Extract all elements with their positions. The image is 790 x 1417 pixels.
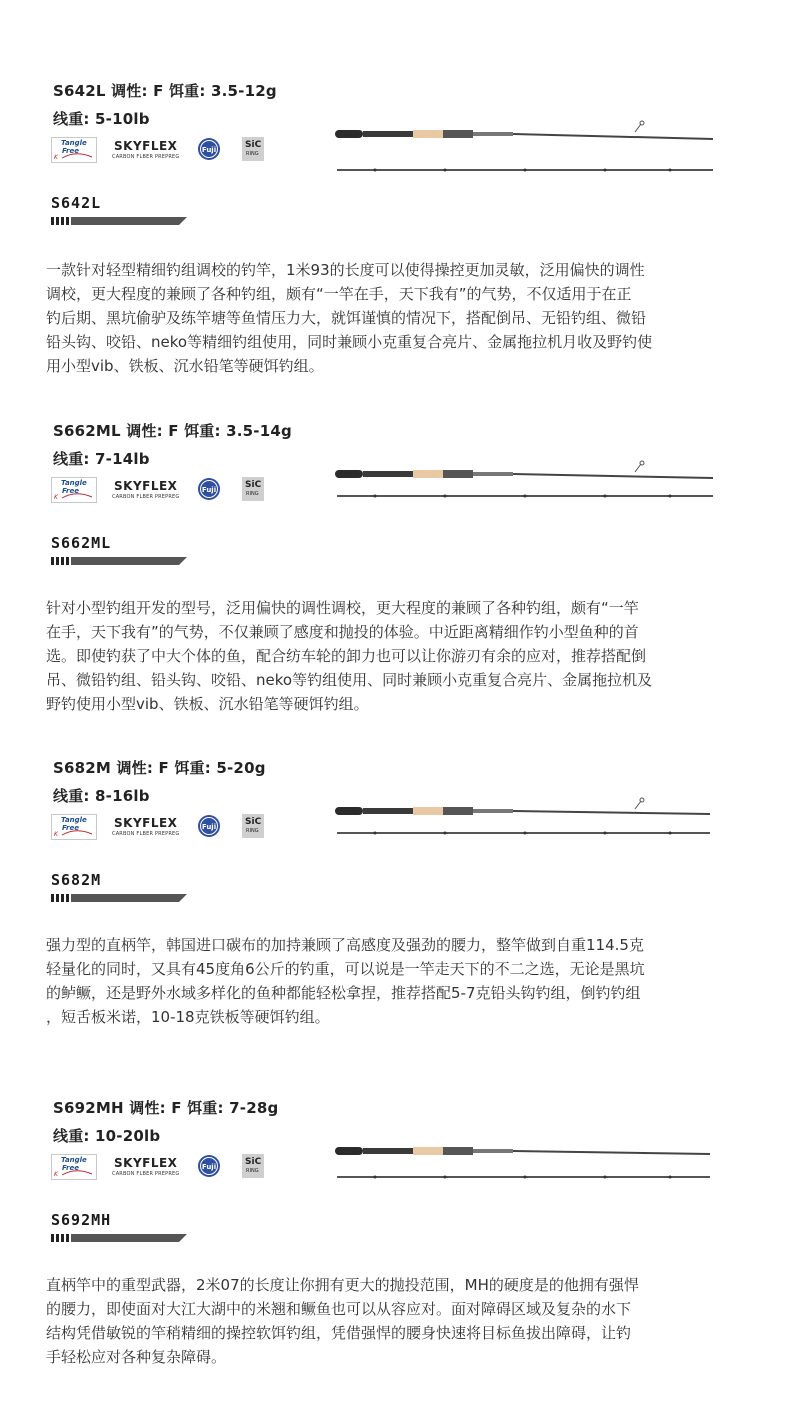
skyflex-logo: SKYFLEX CARBON FLBER PREPREG xyxy=(112,139,180,160)
product-section-s642l xyxy=(0,80,790,380)
spec-line-1: S682M 调性: F 饵重: 5-20g xyxy=(53,759,266,777)
feature-logos xyxy=(51,137,281,163)
tangle-free-logo: Tangle Free K xyxy=(51,1154,97,1180)
spec-line-1: S642L 调性: F 饵重: 3.5-12g xyxy=(53,82,277,100)
tangle-free-logo: Tangle Free K xyxy=(51,477,97,503)
rod-illustration xyxy=(335,120,715,180)
feature-logos xyxy=(51,1154,281,1180)
fuji-logo xyxy=(197,814,221,838)
model-tag-bar xyxy=(51,217,187,225)
spec-line-1: S662ML 调性: F 饵重: 3.5-14g xyxy=(53,422,292,440)
product-description: 针对小型钓组开发的型号，泛用偏快的调性调校，更大程度的兼顾了各种钓组，颇有“一竿 在手，天下我有”的气势，不仅兼顾了感度和抛投的体验。中近距离精细作钓小型鱼种的首 选。即使钓获了中大个体的鱼，配合纺车轮的卸力也可以让你游刃有余的应对，推荐搭配倒 吊、微铅钓组、铅头钩、咬铅、neko等钓组使用、同时兼顾小克重复合亮片、金属拖拉机及 野钓使用小型vib、铁板、沉水铅笔等硬饵钓组。 xyxy=(46,599,653,713)
svg-text:Fuji: Fuji xyxy=(201,486,217,494)
model-tag: S642L xyxy=(51,194,102,212)
tangle-free-logo: Tangle Free K xyxy=(51,137,97,163)
svg-text:Fuji: Fuji xyxy=(201,146,217,154)
svg-text:Fuji: Fuji xyxy=(201,1163,217,1171)
product-section-s692mh xyxy=(0,1097,790,1397)
product-description: 强力型的直柄竿，韩国进口碳布的加持兼顾了高感度及强劲的腰力，整竿做到自重114.5克 轻量化的同时，又具有45度角6公斤的钓重，可以说是一竿走天下的不二之选，无论是黑坑 的鲈鳜，还是野外水域多样化的鱼种都能轻松拿捏，推荐搭配5-7克铅头钩钓组，倒钓钓组 ，短舌板米诺，10-18克铁板等硬饵钓组。 xyxy=(46,936,645,1026)
sic-ring-logo: SiC RING xyxy=(242,1154,264,1178)
model-tag: S682M xyxy=(51,871,102,889)
fuji-logo xyxy=(197,137,221,161)
spec-line-2: 线重: 7-14lb xyxy=(53,450,150,468)
skyflex-logo: SKYFLEX CARBON FLBER PREPREG xyxy=(112,479,180,500)
sic-ring-logo: SiC RING xyxy=(242,137,264,161)
product-description: 直柄竿中的重型武器，2米07的长度让你拥有更大的抛投范围，MH的硬度是的他拥有强悍 的腰力，即使面对大江大湖中的米翘和鳜鱼也可以从容应对。面对障碍区域及复杂的水下 结构凭借敏锐的竿稍精细的操控软饵钓组，凭借强悍的腰身快速将目标鱼拔出障碍，让钓 手轻松应对各种复杂障碍。 xyxy=(46,1276,639,1366)
fuji-logo xyxy=(197,477,221,501)
rod-illustration xyxy=(335,1137,715,1197)
fuji-logo xyxy=(197,1154,221,1178)
model-tag: S692MH xyxy=(51,1211,112,1229)
spec-line-2: 线重: 5-10lb xyxy=(53,110,150,128)
feature-logos xyxy=(51,477,281,503)
skyflex-logo: SKYFLEX CARBON FLBER PREPREG xyxy=(112,816,180,837)
model-tag-bar xyxy=(51,1234,187,1242)
model-tag: S662ML xyxy=(51,534,112,552)
product-description: 一款针对轻型精细钓组调校的钓竿，1米93的长度可以使得操控更加灵敏，泛用偏快的调性 调校，更大程度的兼顾了各种钓组，颇有“一竿在手，天下我有”的气势，不仅适用于在正 钓后期、黑坑偷驴及练竿塘等鱼情压力大，就饵谨慎的情况下，搭配倒吊、无铅钓组、微铅 铅头钩、咬铅、neko等精细钓组使用，同时兼顾小克重复合亮片、金属拖拉机月收及野钓使 用小型vib、铁板、沉水铅笔等硬饵钓组。 xyxy=(46,261,653,375)
skyflex-logo: SKYFLEX CARBON FLBER PREPREG xyxy=(112,1156,180,1177)
model-tag-bar xyxy=(51,557,187,565)
rod-illustration xyxy=(335,797,715,857)
rod-illustration xyxy=(335,460,715,520)
sic-ring-logo: SiC RING xyxy=(242,814,264,838)
sic-ring-logo: SiC RING xyxy=(242,477,264,501)
svg-text:Fuji: Fuji xyxy=(201,823,217,831)
model-tag-bar xyxy=(51,894,187,902)
spec-line-1: S692MH 调性: F 饵重: 7-28g xyxy=(53,1099,279,1117)
product-section-s662ml xyxy=(0,420,790,720)
tangle-free-logo: Tangle Free K xyxy=(51,814,97,840)
spec-line-2: 线重: 10-20lb xyxy=(53,1127,161,1145)
spec-line-2: 线重: 8-16lb xyxy=(53,787,150,805)
product-section-s682m xyxy=(0,757,790,1047)
feature-logos xyxy=(51,814,281,840)
